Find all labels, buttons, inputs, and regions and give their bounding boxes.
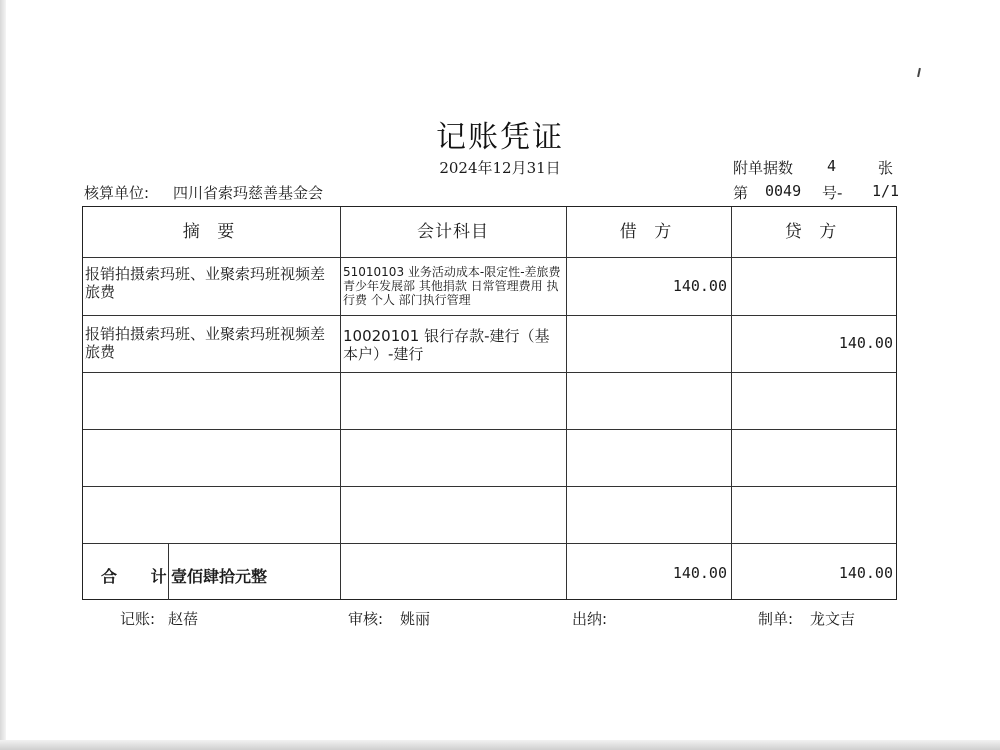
column-divider: [566, 207, 567, 599]
total-credit: 140.00: [838, 564, 893, 582]
column-divider: [731, 207, 732, 599]
row-divider: [83, 372, 896, 373]
page-bottom-shadow: [0, 740, 1000, 750]
row-divider: [83, 315, 896, 316]
total-debit: 140.00: [672, 564, 727, 582]
row-divider: [83, 543, 896, 544]
attachments-count: 4: [827, 157, 837, 175]
total-row-divider: [168, 543, 169, 600]
header-credit: 贷 方: [784, 222, 843, 242]
row1-summary: 报销拍摄索玛班、业聚索玛班视频差旅费: [85, 265, 326, 301]
cashier-label: 出纳:: [572, 610, 608, 628]
row1-debit: 140.00: [672, 277, 727, 295]
row-divider: [83, 257, 896, 258]
attachments-label: 附单据数: [733, 159, 794, 177]
total-label: 合 计: [101, 567, 181, 586]
row2-credit: 140.00: [838, 334, 893, 352]
preparer-name: 龙文吉: [810, 610, 856, 628]
row-divider: [83, 429, 896, 430]
header-debit: 借 方: [619, 222, 678, 242]
reviewer-name: 姚丽: [400, 610, 431, 628]
row2-account: 10020101 银行存款-建行（基本户）-建行: [343, 327, 550, 363]
total-amount-in-words: 壹佰肆拾元整: [171, 567, 268, 586]
bookkeeper-name: 赵蓓: [168, 610, 199, 628]
voucher-date: 2024年12月31日: [439, 159, 561, 177]
row2-summary: 报销拍摄索玛班、业聚索玛班视频差旅费: [85, 325, 326, 361]
voucher-table: [82, 206, 897, 600]
accounting-unit-name: 四川省索玛慈善基金会: [173, 184, 324, 202]
row1-account: 51010103 业务活动成本-限定性-差旅费 青少年发展部 其他捐款 日常管理费用 执行费 个人 部门执行管理: [343, 265, 561, 307]
preparer-label: 制单:: [758, 610, 794, 628]
header-account: 会计科目: [417, 222, 489, 242]
reviewer-label: 审核:: [348, 610, 384, 628]
scan-mark: [917, 68, 921, 77]
voucher-number: 0049: [765, 182, 802, 200]
row-divider: [83, 486, 896, 487]
voucher-number-suffix: 号-: [822, 184, 843, 202]
attachments-unit: 张: [878, 159, 894, 177]
voucher-number-prefix: 第: [733, 184, 749, 202]
bookkeeper-label: 记账:: [120, 610, 156, 628]
column-divider: [340, 207, 341, 599]
voucher-title: 记账凭证: [436, 120, 564, 155]
accounting-unit-label: 核算单位:: [84, 184, 150, 202]
header-summary: 摘 要: [182, 222, 241, 242]
voucher-page: 1/1: [872, 182, 900, 200]
